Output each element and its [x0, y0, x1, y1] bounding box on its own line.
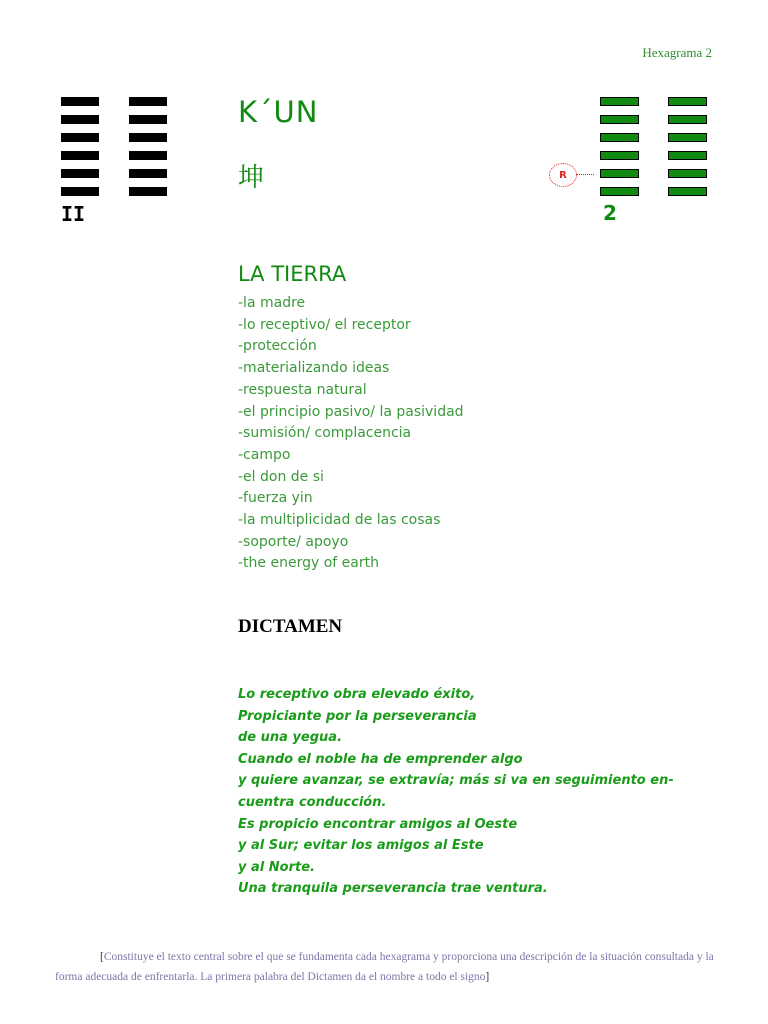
hexagram-green-icon: [600, 97, 708, 197]
hexagram-roman-numeral: II: [61, 202, 86, 226]
footnote-open-bracket: [: [100, 951, 104, 963]
meaning-list: [238, 293, 464, 575]
hexagram-number: 2: [603, 201, 617, 225]
dictamen-verses: [238, 684, 674, 900]
meaning-item: -materializando ideas: [238, 360, 390, 377]
verse-line: Propiciante por la perseverancia: [238, 708, 477, 724]
page-header-label: Hexagrama 2: [642, 45, 712, 60]
verse-line: Una tranquila perseverancia trae ventura.: [238, 881, 548, 897]
verse-line: y quiere avanzar, se extravía; más si va en seguimiento en-: [238, 773, 674, 789]
verse-line: cuentra conducción.: [238, 794, 387, 810]
verse-line: Cuando el noble ha de emprender algo: [238, 751, 523, 767]
meaning-item: -the energy of earth: [238, 555, 379, 572]
page-title: K´UN: [238, 95, 319, 129]
chinese-character: 坤: [238, 163, 265, 193]
meaning-item: -la madre: [238, 295, 306, 311]
marker-tail: [576, 174, 594, 175]
footnote: [55, 947, 715, 987]
verse-line: Es propicio encontrar amigos al Oeste: [238, 816, 518, 832]
verse-line: y al Sur; evitar los amigos al Este: [238, 838, 484, 854]
meaning-item: -sumisión/ complacencia: [238, 425, 412, 442]
meaning-item: -respuesta natural: [238, 381, 367, 398]
meaning-item: -fuerza yin: [238, 490, 313, 507]
meaning-item: -protección: [238, 338, 317, 355]
meaning-item: -lo receptivo/ el receptor: [238, 316, 411, 333]
dictamen-heading: DICTAMEN: [238, 616, 343, 637]
r-marker-icon: R: [549, 163, 577, 187]
hexagram-black-icon: [61, 97, 167, 197]
meaning-item: -soporte/ apoyo: [238, 533, 349, 550]
footnote-text: Constituye el texto central sobre el que se fundamenta cada hexagrama y proporciona una descripción de la situación consultada y la forma adecuada de enfrentarla. La primera palabra del Dictamen da el nombre a todo el signo: [55, 951, 714, 983]
meaning-item: -la multiplicidad de las cosas: [238, 512, 441, 529]
meaning-item: -el don de si: [238, 468, 324, 485]
meaning-item: -el principio pasivo/ la pasividad: [238, 403, 464, 420]
verse-line: Lo receptivo obra elevado éxito,: [238, 687, 476, 702]
verse-line: de una yegua.: [238, 730, 343, 746]
footnote-close-bracket: ]: [485, 971, 490, 983]
verse-line: y al Norte.: [238, 859, 315, 875]
meaning-item: -campo: [238, 446, 291, 463]
meaning-heading: LA TIERRA: [238, 262, 347, 286]
